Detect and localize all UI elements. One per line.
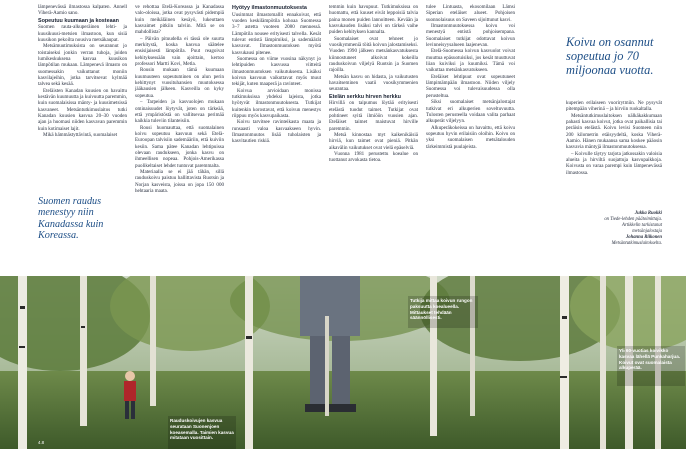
paragraph: Siksi suomalaiset metsänjalostajat tutkivat eri alkuperien soveltuvuutta. Tulosten perusteella voidaan valita parhaat alkuperät viljelyyn. (426, 99, 515, 125)
photo-caption-middle: Tutkija mittaa koivun rungon paksuutta koealueella. Mittaukset tehdään säännöllisesti. (410, 298, 473, 321)
paragraph: Koivu tarvitsee ravinteikasta maata ja runsaasti valoa kasvaakseen hyvin. Ilmastonmuutos lisää tuholaisten ja kasvitautien riskiä. (232, 119, 321, 145)
paragraph: Metsäntutkimuslaitoksen nälkäkakkumaan pahasti kasvaa koivut, jotka ovat paikallisia tai peräisin etelästä. Koivu levisi Suomeen niin 200 kilometrin etäisyydeltä, koska Viherä-Aamio. Hänen mukaansa sama koskee pääosin kasvavia mäntyjä ilmastonmuutoksessa. (566, 112, 662, 151)
photo-caption-right: Yli 60-vuotias koivikko kasvaa lähellä Punkaharjua. Koivut ovat suomalaista alkuperää. (619, 348, 681, 371)
paragraph: Suomen rauta-alkuperäinen lehti- ja kuusikuusi-metsien ilmastoon, kun sisiä kuusikon pekoilta nousiva metsäkaupat. (38, 24, 127, 43)
paragraph: Metsän kasvu on hidasta, ja vaikutusten havaitseminen vaatii vuosikymmenien seurantaa. (329, 73, 418, 93)
column-4 (329, 4, 418, 164)
paragraph: Hirvillä on taipumus löytää erityisesti etelästä tuodut taimet. Tutkijat ovat pohtineet syitä ilmiöön vuosien ajan. Eteläiset taimet maistuvat hirville paremmin. (329, 100, 418, 132)
column-6 (566, 100, 662, 176)
paragraph: Metsä kinnostaa myt kaikenikäisiä hirviä, kun taimet ovat pieniä. Pitkän aikavälin vaikutukset ovat vielä epäselviä. (329, 132, 418, 151)
subheading-heat: Sopeutuu kuumaan ja kosteaan (38, 17, 119, 24)
paragraph: Etelä-Suomessa koivun kasvuolot voivat muuttua epäsuotuisiksi, jos kesät muuttuvat liian kuiviksi ja kuumiksi. Tämä voi vaikuttaa metsänkasvatukseen. (426, 48, 515, 74)
paragraph: Koivua arvioidaan monissa tutkimuksissa yhdeksi lajeista, jotka hyötyvät ilmastonmuutoksesta. Tutkijat kuitenkin korostavat, että koivun menestys riippuu myös kasvupaikasta. (232, 87, 321, 119)
column-1-lead: lämpenevässä ilmastossa kalpaten. Annell Viherä-Aamio sano. (38, 4, 127, 17)
paragraph: kuperien erilaiseen vuorirytmiin. Ne pysyvät pitempään viherinä – ja hirviin ruokaltalla. (566, 100, 662, 113)
paragraph: Eteläiset lehtipuut ovat sopeutuneet lämpimämpään ilmastoon. Niiden viljely Suomessa voi tulevaisuudessa olla perusteltua. (426, 73, 515, 99)
paragraph: Uusimmat ilmastomallit ennakoivat, että vuoden keskilämpötila kohoaa Suomessa 3–7 astetta vuoteen 2080 mennessä. Lämpötila nousee erityisesti talvella. Kesät tulevat entistä lämpimiksi, ja sademäärät kasvavat. Ilmastonmuutoksen myötä kasvukausi pitenee. (232, 11, 321, 56)
pull-quote-right: Koivu on osannut sopeutua jo 70 miljoonaa vuotta. (566, 35, 654, 77)
paragraph: ve rehottaa Etelä-Koreassa ja Kanadassa valo-oloissa, jotka ovat pysyvästi pidempiä kuin meikäläinen kesäyö, lukeuttaen kasvaimet pitkiin talviin. Mitä se on mahdollista? (135, 4, 224, 36)
paragraph: Rousi huomauttaa, että suomalainen koivu sopeutuu kasvuun sekä Etelä-Euroopan talvisiin sademääriin, että kuiviin kesiin. Sama pätee Kanadan lehtipuissa olevaan raudukseen, jonka kasvu on ihmeellisen nopeaa. Pohjois-Amerikassa puolikeltaiset lehdet tuntuvat paremmalta. (135, 124, 224, 169)
paragraph: Rousin mukaan tämä kuumaan kuumuuteen sopeutuminen on alun perin kehittynyt vuosituhansien muutoksessa jääkausien jälkeen. Kasveilla on kyky sopeutua. (135, 67, 224, 99)
author-credit (566, 211, 662, 247)
paragraph: – Tarpeiden ja kasvuolojen mukaan ominaisuudet löytyvät, joten on tärkeää, että ympäristöstä on vallitsevaa perimää kaikkia tuleviin tilanteisiin. (135, 99, 224, 125)
forest-illustration (0, 276, 686, 449)
credit-line: on Tiede-lehden päätoimittaja. (604, 217, 662, 222)
paragraph: tulee Lintuasta, ekosomilaan Lämsi Siperian eteläiset alueet. Pohjoisen suonnolaisuus on Saveen sijoittunut kasvi. (426, 4, 515, 23)
credit-line: metsänjalostaja (632, 229, 662, 234)
paragraph: Suomessa on viime vuosina näkynyt jo lehtipuiden kasvussa viitteitä ilmastonmuutoksen vaikutuksesta. Lisäksi koivun kasvuun vaikuttavat myös muut tekijät, kuten maaperä ja ravinteet. (232, 55, 321, 88)
paragraph: – Koivulle täytyy tarjota jatkossakin valoisia alueita ja hirviltä suojattuja kasvupaikkoja. Koivusta on varaa parempi kuin lämpenevässä ilmastossa. (566, 150, 662, 176)
paragraph: Vuonna 1981 perustettu koealue on tuottanut arvokasta tietoa. (329, 151, 418, 164)
page-number: 4.8 (38, 440, 45, 445)
paragraph: Eteläisten Kanadan kuusien on havaittu kestävän kuumuutta ja kuivuutta paremmin, kuin suomalaisissa mänty- ja kuusimetsissä kasvaneet. Metsäntutkimuslaitos tutki Kanadan kuusien kasvua 20–30 vuoden ajan ja huomasi niiden kasvavan paremmin kuin kotimaiset lajit. (38, 87, 127, 132)
forest-photo (0, 276, 686, 449)
paragraph: Ilmastonmuutoksessa koivu voi menestyä entistä pohjoisempana. Suomalaiset tutkijat odottavat koivun levinneisyysalueen laajenevan. (426, 23, 515, 49)
credit-line: Metsäntutkimuslaitokselta. (611, 241, 662, 246)
subheading-moose: Etelän serkku hirven herkku (329, 93, 401, 100)
column-5 (426, 4, 515, 150)
pull-quote-left: Suomen raudus menestyy niin Kanadassa kuin Koreassa. (38, 196, 104, 242)
subheading-climate: Hyötyy ilmastonmuutoksesta (232, 5, 307, 11)
paragraph: Mikä hämmästyttävintä, suomalaiset (43, 132, 118, 139)
paragraph: Materiaalia se ei jää tähän, sillä rauduskoivu paistuu hallittavista Ruotsin ja Norjan kasveista, joissa on jopa 150 000 hehtaaria maata. (135, 168, 224, 194)
column-3 (232, 4, 321, 145)
column-2 (135, 4, 224, 194)
paragraph: Suomalaiset ovat tehneet jo vuosikymmeniä töitä koivun jalostamiseksi. Vuoden 1990 jälkeen metsänkasvatuksesta kiinnostuneet alkoivat kokeilla rauduskoivun viljelyä Ruotsin ja Suomen rajoilla. (329, 35, 418, 74)
paragraph: – Päivän pituudella ei tässä ole suurta merkitystä, koska kasvua säätelee ensisijaisesti lämpötila. Puut reagoivat kehityksessään vain ajoittain, kertoo professori Martti Kovi, Metla. (135, 35, 224, 68)
paragraph: Metsämuutimuksista on seurannut jo toistaiseksi jonkin verran tuhoja, joiden lumikeskuksena kasvaa kuusikon lämpötilan mukaan. Lämpenevä ilmasto on suomessakin vaikuttanut moniin kasvilajeihin, jotka tarvitsevat kylmää talvea sekä kesää. (38, 43, 127, 88)
photo-caption-left: Rauduskoivujen kasvua seurataan Suonenjoen koeasemalla. Taimien kasvua mitataan vuosittain. (170, 418, 234, 441)
credit-name-2: Johanna Riikonen (625, 235, 662, 240)
paragraph: temmin kuin havupuut. Tutkimuksissa on huomattu, että kuuset eivät leppoisiä talvia paina monen puiden lannoitteen. Kevään ja kasvukauden lisäksi talvi on tärkeä vaihe puiden kehityksen kannalta. (329, 4, 418, 36)
credit-line: Artikkelin tarkistanut (622, 223, 662, 228)
credit-name: Jukka Ruokki (634, 211, 662, 216)
paragraph: Alkuperäkokeissa on havaittu, että koivu sopeutuu hyvin erilaisiin oloihin. Koivu on yksi suomalaisen metsätalouden tärkeimmistä puulajeista. (426, 124, 515, 150)
column-1 (38, 4, 127, 138)
